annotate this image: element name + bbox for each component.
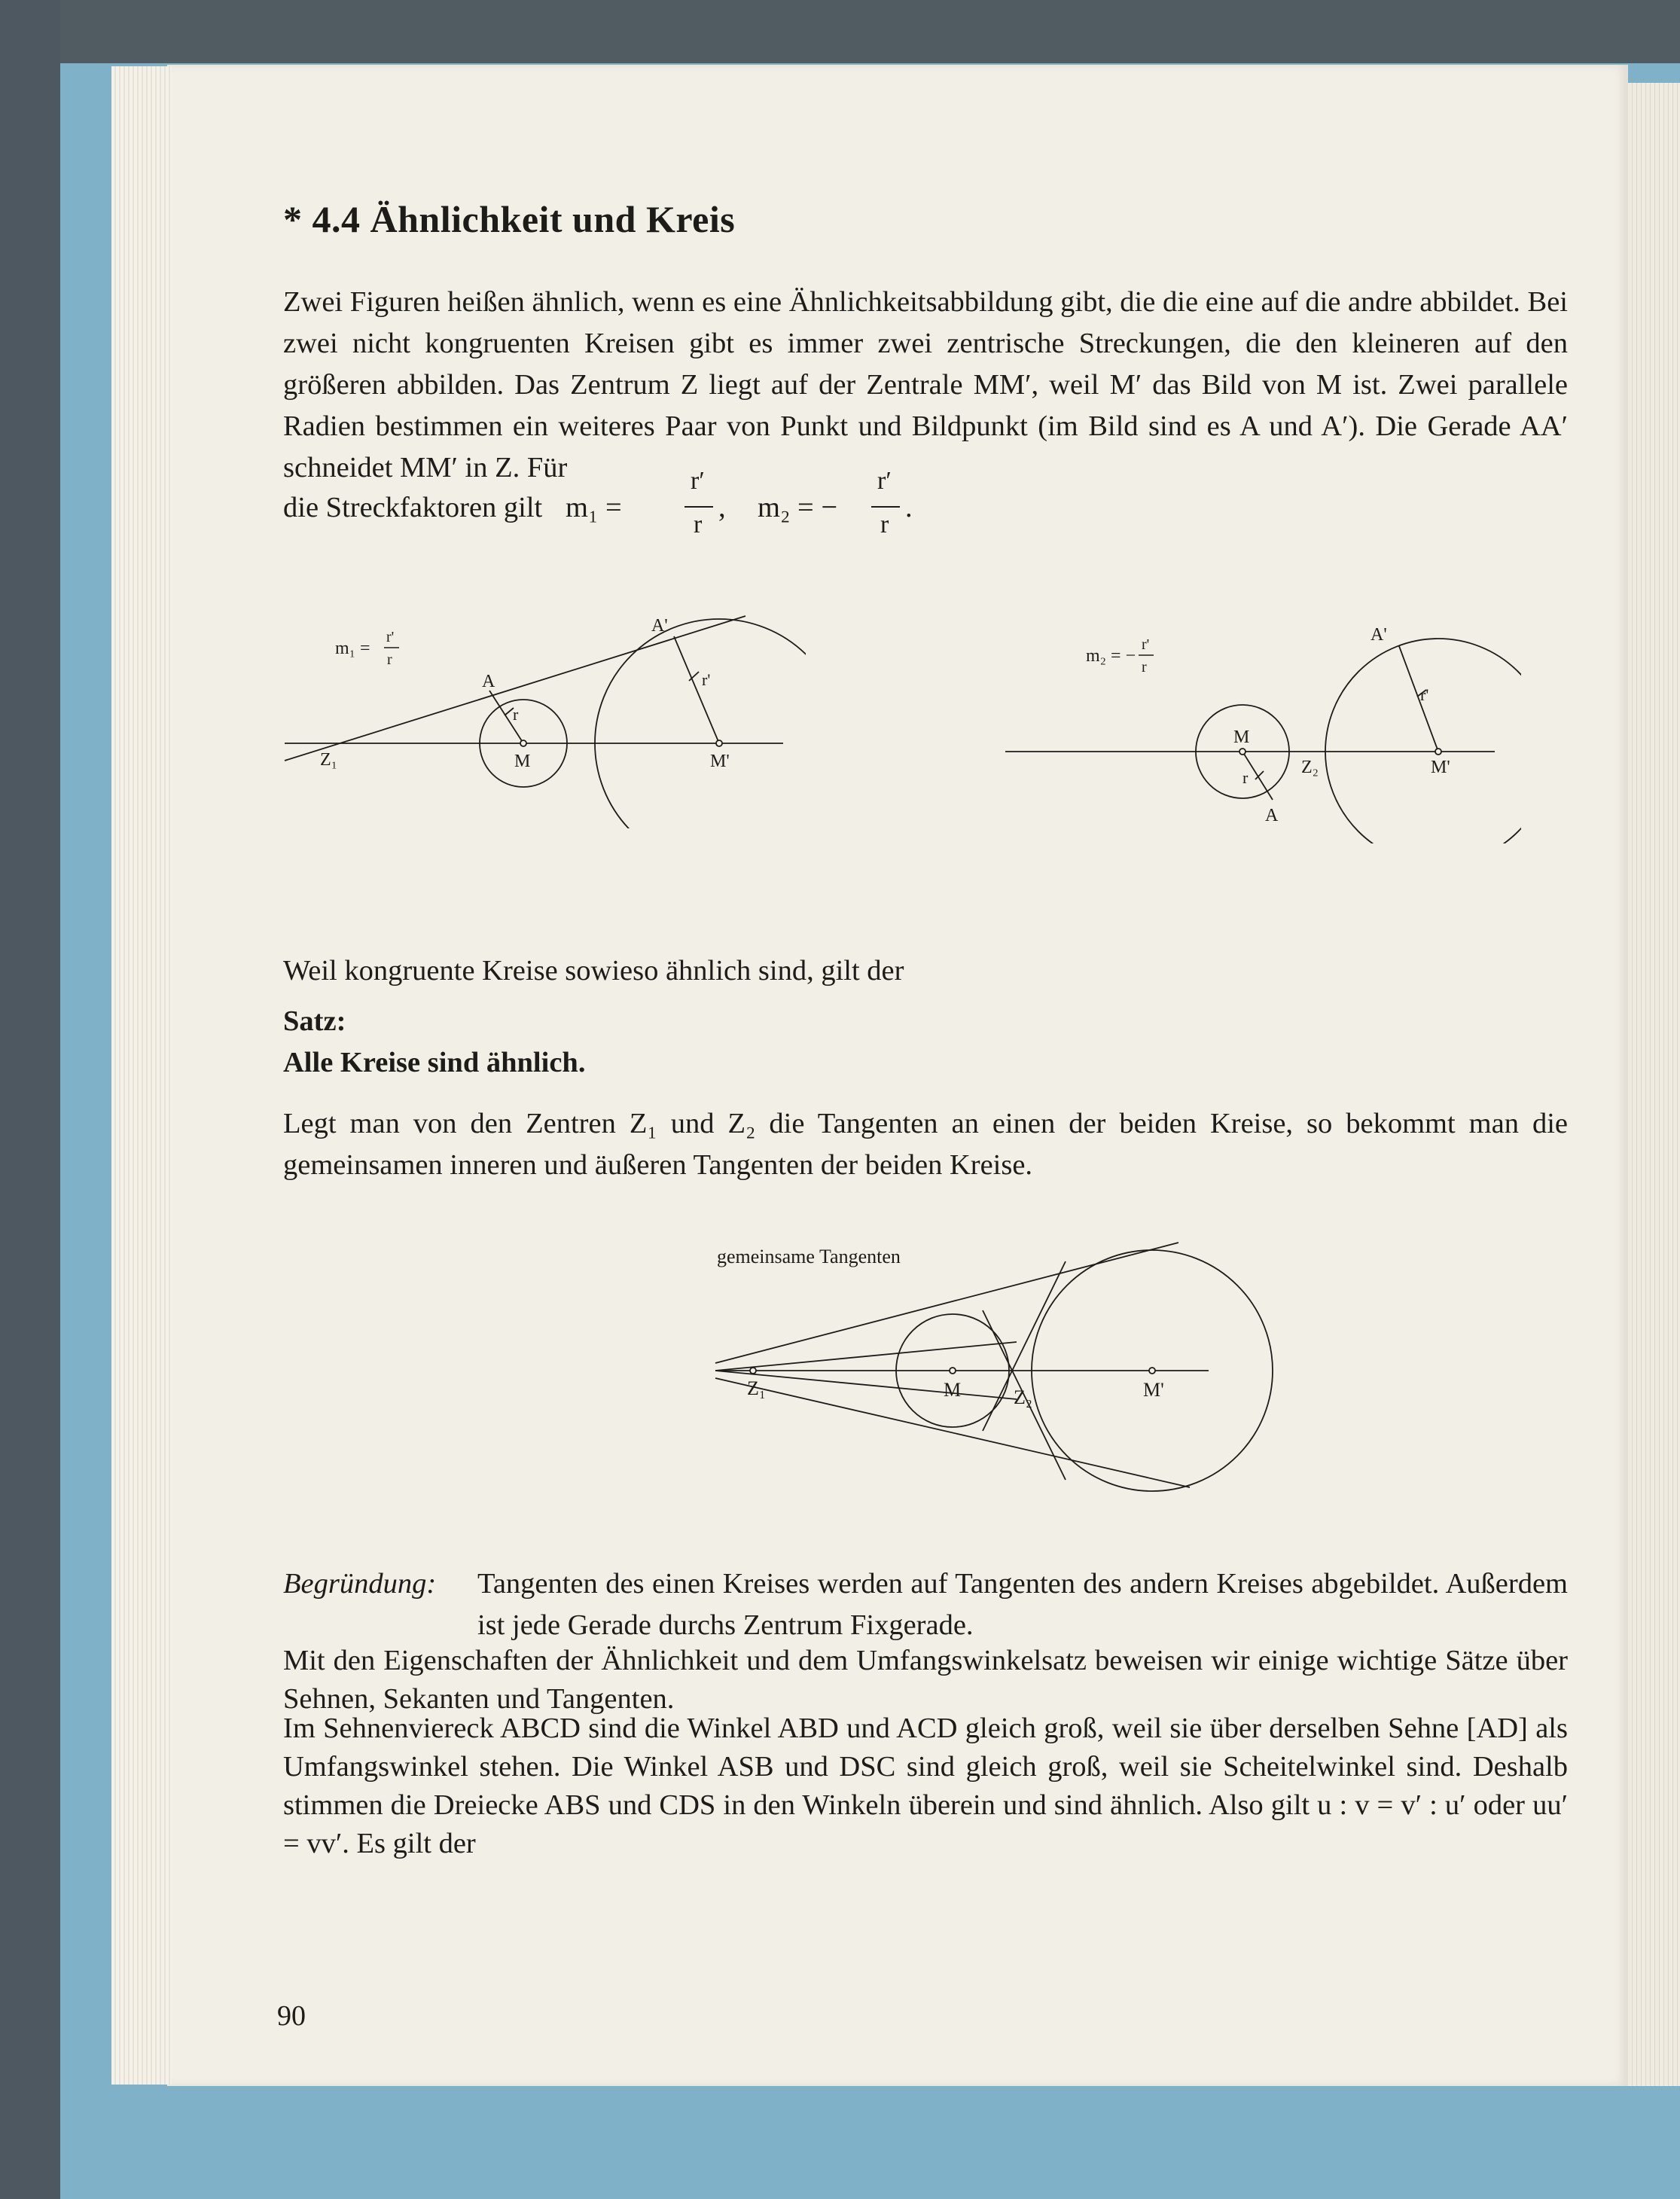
- fig1-label-a-prime: A': [651, 616, 668, 636]
- fig3-label-m: M: [944, 1379, 962, 1401]
- satz-label: Satz:: [283, 1005, 346, 1037]
- large-circle-2: [1325, 639, 1521, 843]
- radius-r-prime: [674, 636, 719, 743]
- fig1-label-m: M: [514, 752, 531, 771]
- formula-m1-denominator: r: [694, 511, 703, 538]
- page-number: 90: [277, 2000, 306, 2032]
- large-circle: [595, 619, 806, 828]
- begruendung-block: [283, 1563, 1568, 1646]
- fig2-formula-denominator: r: [1142, 659, 1147, 676]
- right-page-edges: [1628, 83, 1680, 2086]
- formula-m1-numerator: r′: [691, 467, 705, 495]
- formula-comma: ,: [718, 492, 726, 523]
- fig2-formula-lhs: m₂ = −: [1086, 646, 1136, 666]
- point-m-prime: [716, 740, 722, 746]
- fig3-label-z2: Z₂: [1014, 1386, 1032, 1408]
- section-heading: [283, 197, 735, 241]
- fig1-label-z1: Z₁: [320, 750, 338, 770]
- fig2-label-a: A: [1265, 806, 1279, 825]
- tangent-paragraph: Legt man von den Zentren Z₁ und Z₂ die Tangenten an einen der beiden Kreise, so bekommt man die gemeinsamen inneren und äußeren Tangenten der beiden Kreise.: [283, 1108, 1568, 1181]
- background-top: [60, 0, 1680, 63]
- tangent-line-z1: [285, 616, 745, 761]
- formula-m1: m₁ =: [566, 492, 622, 523]
- section-title: Ähnlichkeit und Kreis: [370, 198, 736, 240]
- radius-r-prime-2: [1399, 646, 1438, 752]
- fig2-label-r-prime: r': [1420, 685, 1429, 704]
- closing-paragraph-1: Mit den Eigenschaften der Ähnlichkeit und dem Umfangswinkelsatz beweisen wir einige wichtige Sätze über Sehnen, Sekanten und Tangenten.: [283, 1645, 1568, 1715]
- point-m-2: [1239, 749, 1246, 755]
- formula-prefix: die Streckfaktoren gilt: [283, 492, 543, 523]
- point-z1: [750, 1368, 756, 1374]
- formula-m1-fraction-bar: [685, 506, 713, 508]
- fig1-label-r: r: [513, 705, 519, 724]
- transition-line: Weil kongruente Kreise sowieso ähnlich sind, gilt der: [283, 955, 904, 987]
- fig3-label-m-prime: M': [1143, 1379, 1164, 1401]
- formula-m2-denominator: r: [880, 511, 889, 538]
- fig2-label-m-prime: M': [1431, 758, 1450, 777]
- page-stack-edge: [111, 66, 172, 2085]
- fig3-caption: gemeinsame Tangenten: [717, 1246, 901, 1267]
- point-m: [520, 740, 526, 746]
- fig1-label-r-prime: r': [702, 670, 711, 689]
- formula-period: .: [905, 492, 913, 523]
- fig3-label-z1: Z₁: [747, 1377, 766, 1399]
- point-m-3: [950, 1368, 956, 1374]
- fig1-formula-denominator: r: [387, 651, 392, 668]
- fig2-label-a-prime: A': [1371, 625, 1387, 645]
- figure-negative-scaling: [994, 602, 1521, 843]
- formula-m2-numerator: r′: [877, 467, 892, 495]
- formula-m2: m₂ = −: [758, 492, 838, 523]
- figure-positive-scaling: [279, 602, 806, 828]
- intro-paragraph: Zwei Figuren heißen ähnlich, wenn es eine Ähnlichkeitsabbildung gibt, die die eine auf die andre abbildet. Bei zwei nicht kongruenten Kreisen gibt es immer zwei zentrische Streckungen, die den kleineren auf den größeren abbilden. Das Zentrum Z liegt auf der Zentrale MM′, weil M′ das Bild von M ist. Zwei parallele Radien bestimmen ein weiteres Paar von Punkt und Bildpunkt (im Bild sind es A und A′). Die Gerade AA′ schneidet MM′ in Z. Für: [283, 286, 1568, 483]
- fig1-formula-lhs: m₁ =: [335, 639, 370, 658]
- section-number: * 4.4: [283, 198, 361, 240]
- figure-common-tangents: [700, 1228, 1303, 1506]
- fig2-label-m: M: [1233, 727, 1250, 747]
- closing-paragraph-2: Im Sehnenviereck ABCD sind die Winkel ABD und ACD gleich groß, weil sie über derselben Sehne [AD] als Umfangswinkel stehen. Die Winkel ASB und DSC sind gleich groß, weil sie Scheitelwinkel sind. Deshalb stimmen die Dreiecke ABS und CDS in den Winkeln überein und sind ähnlich. Also gilt u : v = v′ : u′ oder uu′ = vv′. Es gilt der: [283, 1713, 1568, 1859]
- formula-m2-fraction-bar: [871, 506, 900, 508]
- point-m-prime-3: [1149, 1368, 1155, 1374]
- secant-upper: [715, 1342, 1017, 1371]
- fig2-label-r: r: [1242, 768, 1249, 787]
- begruendung-label: Begründung:: [283, 1568, 437, 1600]
- fig2-label-z2: Z₂: [1301, 758, 1319, 777]
- begruendung-text: Tangenten des einen Kreises werden auf Tangenten des andern Kreises abgebildet. Außerdem ist jede Gerade durchs Zentrum Fixgerade.: [477, 1568, 1568, 1641]
- satz-text: Alle Kreise sind ähnlich.: [283, 1047, 586, 1078]
- point-m-prime-2: [1435, 749, 1441, 755]
- fig2-formula-numerator: r': [1142, 636, 1150, 653]
- fig1-label-m-prime: M': [710, 752, 730, 771]
- fig1-formula-numerator: r': [386, 629, 395, 645]
- fig1-label-a: A: [482, 672, 495, 691]
